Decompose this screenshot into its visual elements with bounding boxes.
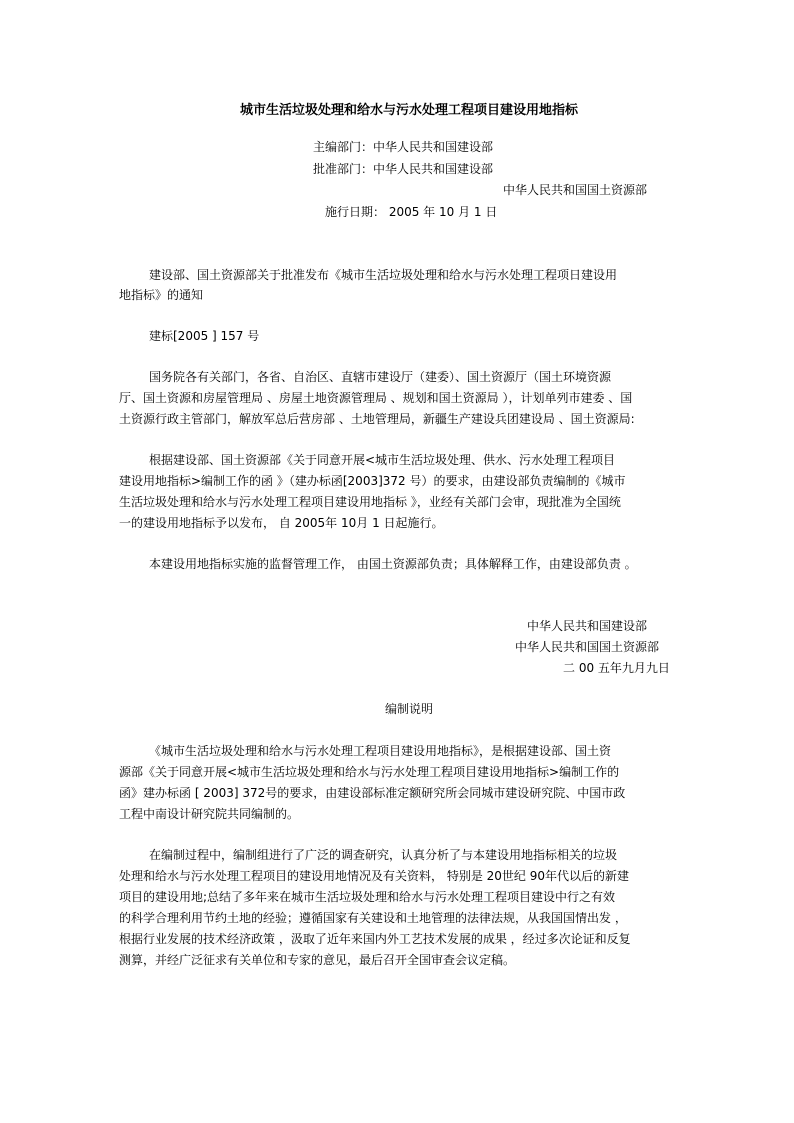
notice-body-line1: 根据建设部、国土资源部《关于同意开展<城市生活垃圾处理、供水、污水处理工程项目 xyxy=(149,453,616,467)
responsibility-line: 本建设用地指标实施的监督管理工作， 由国土资源部负责；具体解释工作，由建设部负责 。 xyxy=(149,557,637,571)
notice-body-line2: 建设用地指标>编制工作的函 》（建办标函[2003]372 号）的要求，由建设部负责编制的《城市 xyxy=(119,474,626,488)
document-title: 城市生活垃圾处理和给水与污水处理工程项目建设用地指标 xyxy=(240,103,579,118)
notice-body-line3: 生活垃圾处理和给水与污水处理工程项目建设用地指标 》，业经有关部门会审，现批准为全国统 xyxy=(119,495,621,509)
explanation-p2-line1: 在编制过程中，编制组进行了广泛的调查研究，认真分析了与本建设用地指标相关的垃圾 xyxy=(149,848,618,862)
explanation-p1-line2: 源部《关于同意开展<城市生活垃圾处理和给水与污水处理工程项目建设用地指标>编制工作的 xyxy=(119,765,620,779)
recipients-line3: 土资源行政主管部门，解放军总后营房部 、土地管理局，新疆生产建设兵团建设局 、国土资源局: xyxy=(119,412,635,426)
explanation-p1-line4: 工程中南设计研究院共同编制的。 xyxy=(119,807,300,821)
explanation-p2-line5: 根据行业发展的技术经济政策 ，汲取了近年来国内外工艺技术发展的成果 ，经过多次论证和反复 xyxy=(119,932,631,946)
notice-title-line1: 建设部、国土资源部关于批准发布《城市生活垃圾处理和给水与污水处理工程项日建设用 xyxy=(149,268,618,282)
explanation-p2-line6: 测算，并经广泛征求有关单位和专家的意见，最后召开全国审查会议定稿。 xyxy=(119,953,516,967)
explanation-p1-line3: 函》建办标函 [ 2003] 372号的要求，由建设部标准定额研究所会同城市建设研究院、中国市政 xyxy=(119,786,626,800)
effective-date: 施行日期： 2005 年 10 月 1 日 xyxy=(325,205,498,219)
notice-title-line2: 地指标》的通知 xyxy=(119,288,204,302)
notice-body-line4: 一的建设用地指标予以发布， 自 2005年 10月 1 日起施行。 xyxy=(119,516,444,530)
explanation-p2-line4: 的科学合理利用节约土地的经验；遵循国家有关建设和土地管理的法律法规，从我国国情出发 ， xyxy=(119,911,627,925)
sign-date: 二 00 五年九月九日 xyxy=(563,661,670,675)
explanation-p2-line2: 处理和给水与污水处理工程项目的建设用地情况及有关资料， 特别是 20世纪 90年代以后的新建 xyxy=(119,869,629,883)
editor-department: 主编部门：中华人民共和国建设部 xyxy=(313,140,494,154)
approver-department-second: 中华人民共和国国土资源部 xyxy=(503,183,648,197)
document-number: 建标[2005 ] 157 号 xyxy=(149,329,260,343)
signer-land-ministry: 中华人民共和国国土资源部 xyxy=(515,640,660,654)
signer-construction-ministry: 中华人民共和国建设部 xyxy=(527,619,648,633)
approver-department: 批准部门：中华人民共和国建设部 xyxy=(313,162,494,176)
explanation-p1-line1: 《城市生活垃圾处理和给水与污水处理工程项目建设用地指标》，是根据建设部、国土资 xyxy=(149,744,612,758)
explanation-p2-line3: 项目的建设用地;总结了多年来在城市生活垃圾处理和给水与污水处理工程项目建设中行之有效 xyxy=(119,890,616,904)
recipients-line1: 国务院各有关部门，各省、自治区、直辖市建设厅（建委）、国土资源厅（国土环境资源 xyxy=(149,370,612,384)
recipients-line2: 厅、国土资源和房屋管理局 、房屋土地资源管理局 、规划和国土资源局 ），计划单列市建委 、国 xyxy=(119,391,633,405)
explanation-heading: 编制说明 xyxy=(385,702,434,716)
